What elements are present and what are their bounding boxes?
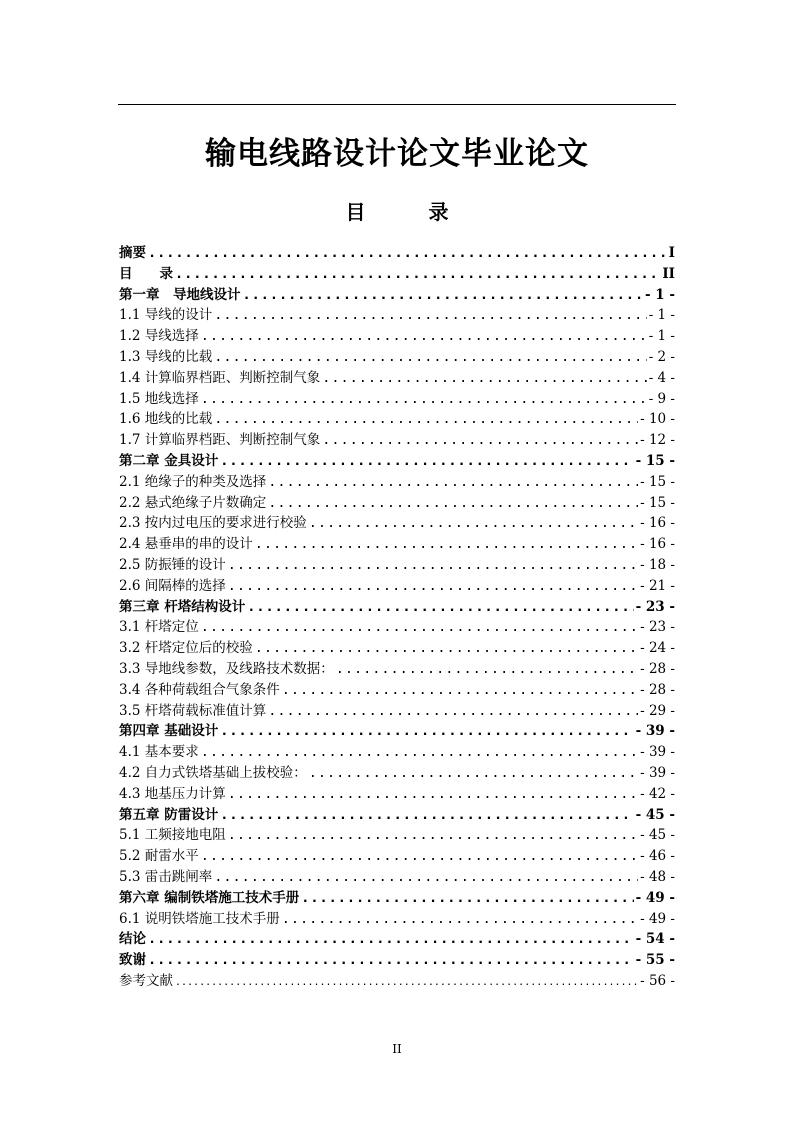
toc-entry-page: - 23 - — [640, 619, 675, 636]
toc-dot-leader — [214, 347, 646, 368]
toc-entry[interactable] — [119, 534, 675, 555]
toc-entry-page: - 56 - — [640, 972, 675, 989]
toc-entry-label: 5.3 雷击跳闸率 — [119, 868, 213, 885]
toc-entry-label: 6.1 说明铁塔施工技术手册 — [119, 910, 280, 927]
toc-entry-page: - 23 - — [635, 598, 675, 615]
toc-dot-leader — [268, 472, 638, 493]
toc-entry-label: 第一章 导地线设计 — [119, 286, 241, 303]
toc-dot-leader — [214, 305, 646, 326]
toc-entry-label: 1.6 地线的比载 — [119, 411, 213, 428]
toc-dot-leader — [268, 493, 638, 514]
toc-entry-page: I — [668, 245, 675, 261]
toc-entry-label: 结论 — [119, 931, 146, 948]
toc-entry-label: 2.6 间隔棒的选择 — [119, 577, 226, 594]
toc-entry-page: - 15 - — [635, 452, 675, 469]
toc-dot-leader — [268, 701, 638, 722]
toc-entry-page: - 1 - — [645, 286, 675, 303]
toc-entry[interactable] — [119, 513, 675, 534]
toc-entry[interactable] — [119, 867, 675, 888]
toc-dot-leader — [336, 659, 638, 680]
toc-entry-label: 2.5 防振锤的设计 — [119, 556, 226, 573]
toc-entry[interactable] — [119, 825, 675, 846]
toc-entry[interactable] — [119, 846, 675, 867]
toc-dot-leader — [175, 264, 660, 285]
toc-entry[interactable] — [119, 971, 675, 992]
toc-entry[interactable] — [119, 430, 675, 451]
toc-entry-page: - 12 - — [640, 432, 675, 449]
toc-entry-label: 5.2 耐雷水平 — [119, 848, 199, 865]
toc-entry-label: 1.2 导线选择 — [119, 328, 199, 345]
document-title: 输电线路设计论文毕业论文 — [205, 136, 589, 172]
toc-entry-page: - 49 - — [635, 889, 675, 906]
toc-entry-page: - 39 - — [640, 764, 675, 781]
toc-dot-leader — [201, 326, 647, 347]
toc-entry-page: - 39 - — [635, 723, 675, 740]
toc-dot-leader — [201, 617, 638, 638]
toc-entry-page: - 54 - — [635, 931, 675, 948]
toc-dot-leader — [228, 784, 638, 805]
toc-entry[interactable] — [119, 680, 675, 701]
toc-entry[interactable] — [119, 389, 675, 410]
toc-entry[interactable] — [119, 784, 675, 805]
toc-entry-page: - 18 - — [640, 556, 675, 573]
toc-entry-label: 1.5 地线选择 — [119, 390, 199, 407]
toc-entry[interactable] — [119, 285, 675, 306]
toc-entry[interactable] — [119, 742, 675, 763]
toc-entry-page: - 29 - — [640, 702, 675, 719]
toc-dot-leader — [309, 513, 638, 534]
toc-entry-label: 1.3 导线的比载 — [119, 348, 213, 365]
toc-dot-leader — [243, 285, 644, 306]
toc-entry-page: - 45 - — [635, 806, 675, 823]
toc-entry-label: 3.2 杆塔定位后的校验 — [119, 640, 253, 657]
toc-entry-page: - 16 - — [640, 515, 675, 532]
toc-entry-page: - 4 - — [648, 369, 675, 386]
toc-entry[interactable] — [119, 493, 675, 514]
toc-dot-leader — [175, 973, 638, 994]
toc-entry-page: - 46 - — [640, 848, 675, 865]
page-number: II — [392, 1042, 402, 1056]
toc-entry[interactable] — [119, 451, 675, 472]
toc-dot-leader — [309, 763, 638, 784]
toc-entry-page: - 39 - — [640, 744, 675, 761]
toc-dot-leader — [220, 451, 633, 472]
toc-entry[interactable] — [119, 929, 675, 950]
toc-entry-label: 2.3 按内过电压的要求进行校验 — [119, 515, 307, 532]
toc-entry-label: 4.2 自力式铁塔基础上拔校验： — [119, 764, 307, 781]
toc-entry[interactable] — [119, 659, 675, 680]
table-of-contents — [119, 243, 675, 992]
toc-entry[interactable] — [119, 597, 675, 618]
toc-entry-page: - 21 - — [640, 577, 675, 594]
toc-entry[interactable] — [119, 950, 675, 971]
toc-entry-page: - 24 - — [640, 640, 675, 657]
toc-entry-page: - 16 - — [640, 536, 675, 553]
toc-entry-label: 参考文献 — [119, 972, 173, 989]
toc-entry[interactable] — [119, 555, 675, 576]
toc-entry-label: 4.3 地基压力计算 — [119, 785, 226, 802]
toc-entry-page: - 45 - — [640, 827, 675, 844]
toc-dot-leader — [228, 555, 638, 576]
toc-entry[interactable] — [119, 909, 675, 930]
toc-heading: 目 录 — [345, 200, 477, 224]
toc-entry-page: - 55 - — [635, 952, 675, 969]
toc-entry[interactable] — [119, 264, 675, 285]
toc-entry-page: - 10 - — [640, 411, 675, 428]
toc-dot-leader — [220, 721, 633, 742]
toc-entry-page: - 42 - — [640, 785, 675, 802]
toc-entry-label: 3.4 各种荷载组合气象条件 — [119, 681, 280, 698]
toc-dot-leader — [214, 867, 638, 888]
toc-entry-label: 5.1 工频接地电阻 — [119, 827, 226, 844]
toc-entry-label: 4.1 基本要求 — [119, 744, 199, 761]
toc-entry-label: 摘要 — [119, 245, 146, 261]
toc-entry[interactable] — [119, 472, 675, 493]
toc-entry-label: 1.7 计算临界档距、判断控制气象 — [119, 432, 321, 449]
toc-dot-leader — [148, 243, 667, 264]
toc-entry-page: - 1 - — [648, 328, 675, 345]
toc-dot-leader — [322, 368, 646, 389]
toc-entry-label: 致谢 — [119, 952, 146, 969]
toc-dot-leader — [214, 409, 638, 430]
toc-entry-page: - 9 - — [648, 390, 675, 407]
toc-dot-leader — [247, 597, 633, 618]
toc-entry-label: 第五章 防雷设计 — [119, 806, 219, 823]
toc-entry-label: 第六章 编制铁塔施工技术手册 — [119, 889, 300, 906]
toc-entry-label: 目 录 — [119, 265, 173, 282]
toc-entry[interactable] — [119, 305, 675, 326]
toc-entry-page: - 28 - — [640, 681, 675, 698]
toc-dot-leader — [220, 805, 633, 826]
toc-entry[interactable] — [119, 326, 675, 347]
toc-entry-page: - 28 - — [640, 660, 675, 677]
toc-dot-leader — [282, 909, 638, 930]
toc-entry[interactable] — [119, 805, 675, 826]
toc-entry-page: - 48 - — [640, 868, 675, 885]
toc-entry-label: 第四章 基础设计 — [119, 723, 219, 740]
toc-dot-leader — [148, 929, 634, 950]
toc-dot-leader — [201, 846, 638, 867]
toc-entry-label: 2.1 绝缘子的种类及选择 — [119, 473, 267, 490]
toc-entry-label: 1.1 导线的设计 — [119, 307, 213, 324]
toc-dot-leader — [282, 680, 638, 701]
toc-entry[interactable] — [119, 638, 675, 659]
toc-entry-page: II — [662, 265, 675, 282]
toc-entry-label: 第二章 金具设计 — [119, 452, 219, 469]
toc-entry-label: 第三章 杆塔结构设计 — [119, 598, 246, 615]
toc-entry[interactable] — [119, 243, 675, 264]
toc-dot-leader — [322, 430, 638, 451]
toc-entry-label: 2.2 悬式绝缘子片数确定 — [119, 494, 267, 511]
toc-entry-label: 1.4 计算临界档距、判断控制气象 — [119, 369, 321, 386]
toc-entry-label: 3.3 导地线参数，及线路技术数据： — [119, 660, 334, 677]
toc-entry-page: - 15 - — [640, 494, 675, 511]
toc-entry-label: 2.4 悬垂串的串的设计 — [119, 536, 253, 553]
toc-dot-leader — [148, 950, 634, 971]
toc-dot-leader — [201, 389, 647, 410]
toc-entry[interactable] — [119, 701, 675, 722]
toc-entry-label: 3.5 杆塔荷载标准值计算 — [119, 702, 267, 719]
toc-dot-leader — [255, 534, 638, 555]
header-rule — [118, 104, 676, 105]
toc-dot-leader — [301, 888, 633, 909]
toc-entry[interactable] — [119, 763, 675, 784]
toc-entry-label: 3.1 杆塔定位 — [119, 619, 199, 636]
toc-dot-leader — [228, 825, 638, 846]
toc-entry[interactable] — [119, 888, 675, 909]
toc-entry[interactable] — [119, 617, 675, 638]
toc-entry-page: - 1 - — [648, 307, 675, 324]
toc-entry[interactable] — [119, 368, 675, 389]
toc-dot-leader — [201, 742, 638, 763]
toc-entry[interactable] — [119, 409, 675, 430]
toc-entry-page: - 15 - — [640, 473, 675, 490]
toc-entry-page: - 49 - — [640, 910, 675, 927]
toc-dot-leader — [228, 576, 638, 597]
toc-entry[interactable] — [119, 721, 675, 742]
toc-entry[interactable] — [119, 347, 675, 368]
toc-entry-page: - 2 - — [648, 348, 675, 365]
toc-entry[interactable] — [119, 576, 675, 597]
toc-dot-leader — [255, 638, 638, 659]
